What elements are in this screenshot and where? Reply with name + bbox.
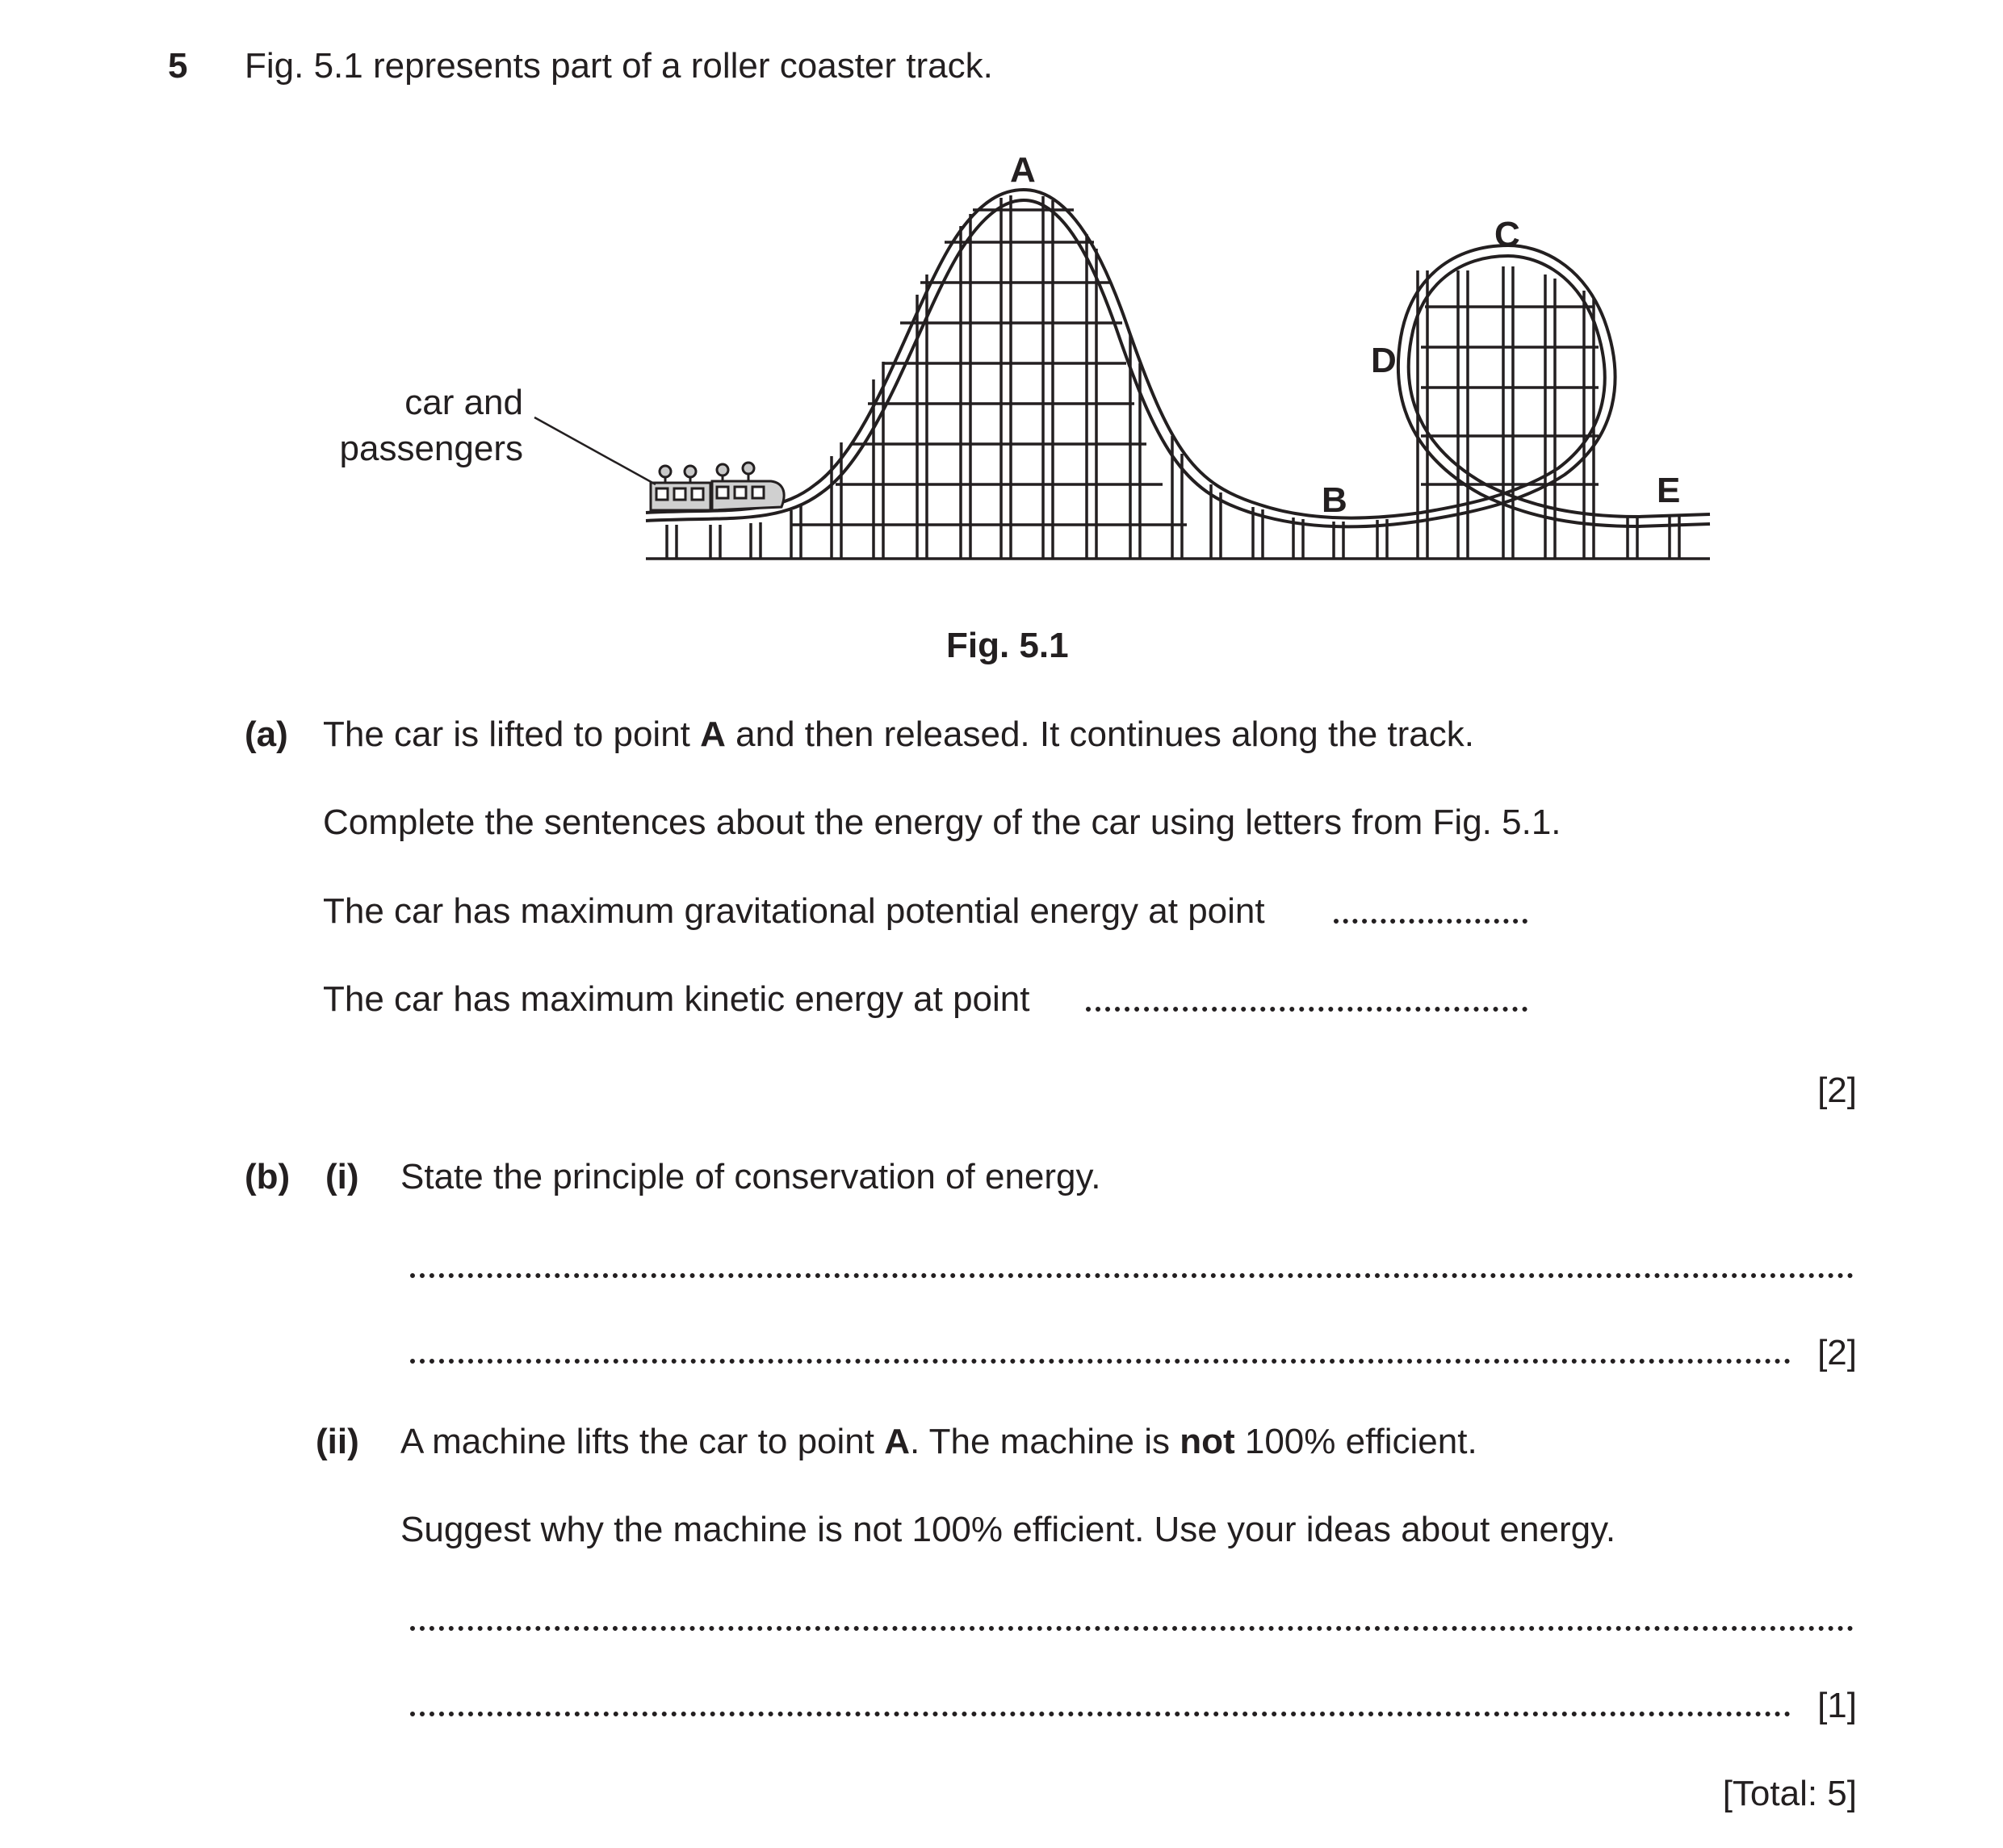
answer-line-ke[interactable] — [1086, 1007, 1527, 1012]
part-b-ii-statement: A machine lifts the car to point A. The machine is not 100% efficient. — [400, 1422, 1477, 1461]
passengers — [660, 463, 754, 483]
answer-line-gpe[interactable] — [1334, 919, 1527, 924]
part-b-ii-marks: [1] — [1817, 1686, 1857, 1725]
part-b-ii-label: (ii) — [316, 1422, 359, 1461]
track — [646, 190, 1710, 526]
part-a-label: (a) — [245, 714, 288, 754]
part-a-marks: [2] — [1817, 1071, 1857, 1110]
part-a-instruction: Complete the sentences about the energy of the car using letters from Fig. 5.1. — [323, 802, 1561, 842]
part-b-i-question: State the principle of conservation of energy. — [400, 1157, 1101, 1196]
question-intro: Fig. 5.1 represents part of a roller coaster track. — [245, 46, 993, 86]
point-label-d: D — [1371, 341, 1397, 380]
part-a-ke-sentence: The car has maximum kinetic energy at point — [323, 979, 1030, 1019]
car-label-leader-line — [534, 417, 656, 484]
part-b-i-label: (i) — [325, 1157, 359, 1196]
point-label-c: C — [1494, 215, 1520, 254]
answer-line-b-ii-2[interactable] — [410, 1712, 1791, 1716]
total-marks: [Total: 5] — [1722, 1774, 1857, 1813]
track-outer-rail — [646, 190, 1710, 518]
figure-caption: Fig. 5.1 — [946, 626, 1069, 665]
point-label-b: B — [1322, 480, 1347, 520]
answer-line-b-ii-1[interactable] — [410, 1626, 1854, 1631]
car-label-line1: car and — [404, 383, 523, 422]
vertical-supports — [667, 195, 1679, 559]
answer-line-b-i-1[interactable] — [410, 1273, 1854, 1278]
roller-coaster-car — [651, 463, 784, 510]
part-b-i-marks: [2] — [1817, 1333, 1857, 1372]
point-label-e: E — [1657, 471, 1681, 510]
track-inner-rail — [646, 200, 1710, 526]
part-b-label: (b) — [245, 1157, 291, 1196]
loop-lattice — [1418, 266, 1599, 510]
hill-lattice — [791, 210, 1187, 525]
point-label-a: A — [1010, 150, 1036, 190]
car-label-line2: passengers — [339, 429, 523, 468]
part-a-statement: The car is lifted to point A and then released. It continues along the track. — [323, 714, 1474, 754]
part-a-gpe-sentence: The car has maximum gravitational potential energy at point — [323, 891, 1265, 931]
answer-line-b-i-2[interactable] — [410, 1359, 1791, 1364]
question-number: 5 — [168, 46, 188, 86]
part-b-ii-instruction: Suggest why the machine is not 100% efficient. Use your ideas about energy. — [400, 1510, 1616, 1549]
